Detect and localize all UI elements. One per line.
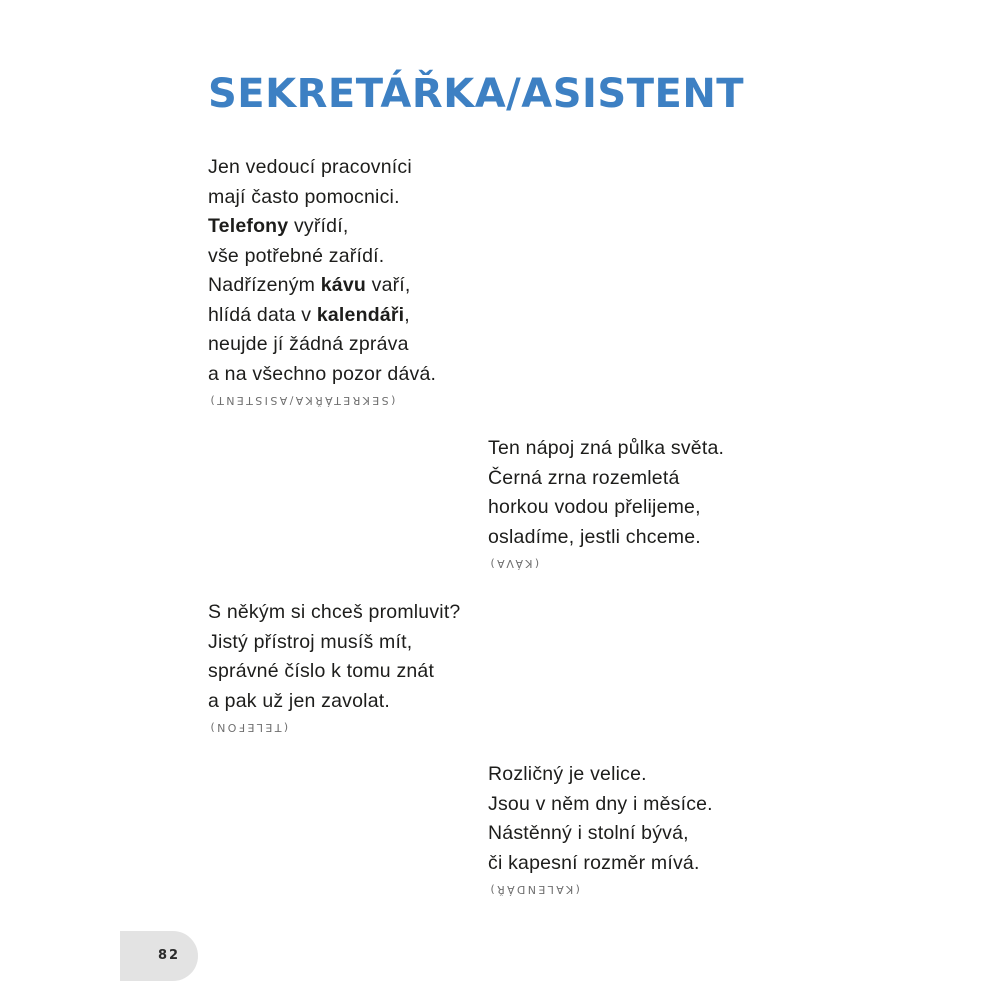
poem-line	[488, 849, 713, 879]
poem-line	[208, 183, 436, 213]
line-text: S někým si chceš promluvit?	[208, 601, 461, 623]
riddle-kava	[488, 434, 724, 570]
line-text: Ten nápoj zná půlka světa.	[488, 437, 725, 459]
line-text: neujde jí žádná zpráva	[208, 333, 409, 355]
line-text: správné číslo k tomu znát	[208, 660, 435, 682]
page-number: 82	[158, 948, 181, 963]
poem-line	[208, 687, 460, 717]
poem-line	[208, 628, 460, 658]
line-text: ,	[404, 303, 410, 326]
riddle-answer-upside-down: (KÁVA)	[488, 557, 540, 570]
highlighted-word: kávu	[320, 274, 366, 296]
poem-line	[208, 153, 436, 183]
poem-line	[208, 598, 460, 628]
line-text: hlídá data v	[208, 303, 317, 326]
line-text: horkou vodou přelijeme,	[488, 496, 701, 518]
line-text: vyřídí,	[288, 215, 349, 237]
poem-line	[488, 790, 713, 820]
page-number-tab	[120, 931, 198, 981]
line-text: Nadřízeným	[208, 274, 321, 296]
line-text: a na všechno pozor dává.	[208, 362, 437, 385]
line-text: vaří,	[366, 274, 411, 296]
line-text: mají často pomocnici.	[208, 185, 400, 208]
line-text: vše potřebné zařídí.	[208, 244, 385, 267]
highlighted-word: Telefony	[208, 215, 289, 237]
poem-line	[208, 360, 436, 390]
page-title: SEKRETÁŘKA/ASISTENT	[208, 71, 745, 117]
line-text: Nástěnný i stolní bývá,	[488, 822, 689, 844]
riddle-answer-upside-down: (KALENDÁŘ)	[488, 883, 580, 896]
line-text: Rozličný je velice.	[488, 763, 647, 785]
poem-line	[208, 271, 436, 301]
poem-line	[208, 330, 436, 360]
line-text: osladíme, jestli chceme.	[488, 525, 701, 548]
line-text: Jistý přístroj musíš mít,	[208, 630, 413, 653]
line-text: Jsou v něm dny i měsíce.	[488, 792, 713, 815]
line-text: Černá zrna rozemletá	[488, 466, 680, 489]
riddle-answer-upside-down: (TELEFON)	[208, 721, 289, 734]
line-text: a pak už jen zavolat.	[208, 689, 390, 712]
poem-line	[488, 760, 713, 790]
poem-line	[208, 301, 436, 331]
poem-line	[488, 434, 724, 464]
line-text: či kapesní rozměr mívá.	[488, 851, 700, 874]
poem-line	[208, 657, 460, 687]
poem-line	[208, 212, 436, 242]
highlighted-word: kalendáři	[316, 303, 405, 326]
poem-line	[208, 242, 436, 272]
poem-line	[488, 523, 724, 553]
poem-sekretarka	[208, 153, 436, 407]
riddle-telefon	[208, 598, 460, 734]
riddle-answer-upside-down: (SEKRETÁŘKA/ASISTENT)	[208, 394, 396, 407]
poem-line	[488, 819, 713, 849]
poem-line	[488, 464, 724, 494]
poem-line	[488, 493, 724, 523]
riddle-kalendar	[488, 760, 713, 896]
line-text: Jen vedoucí pracovníci	[208, 156, 412, 178]
